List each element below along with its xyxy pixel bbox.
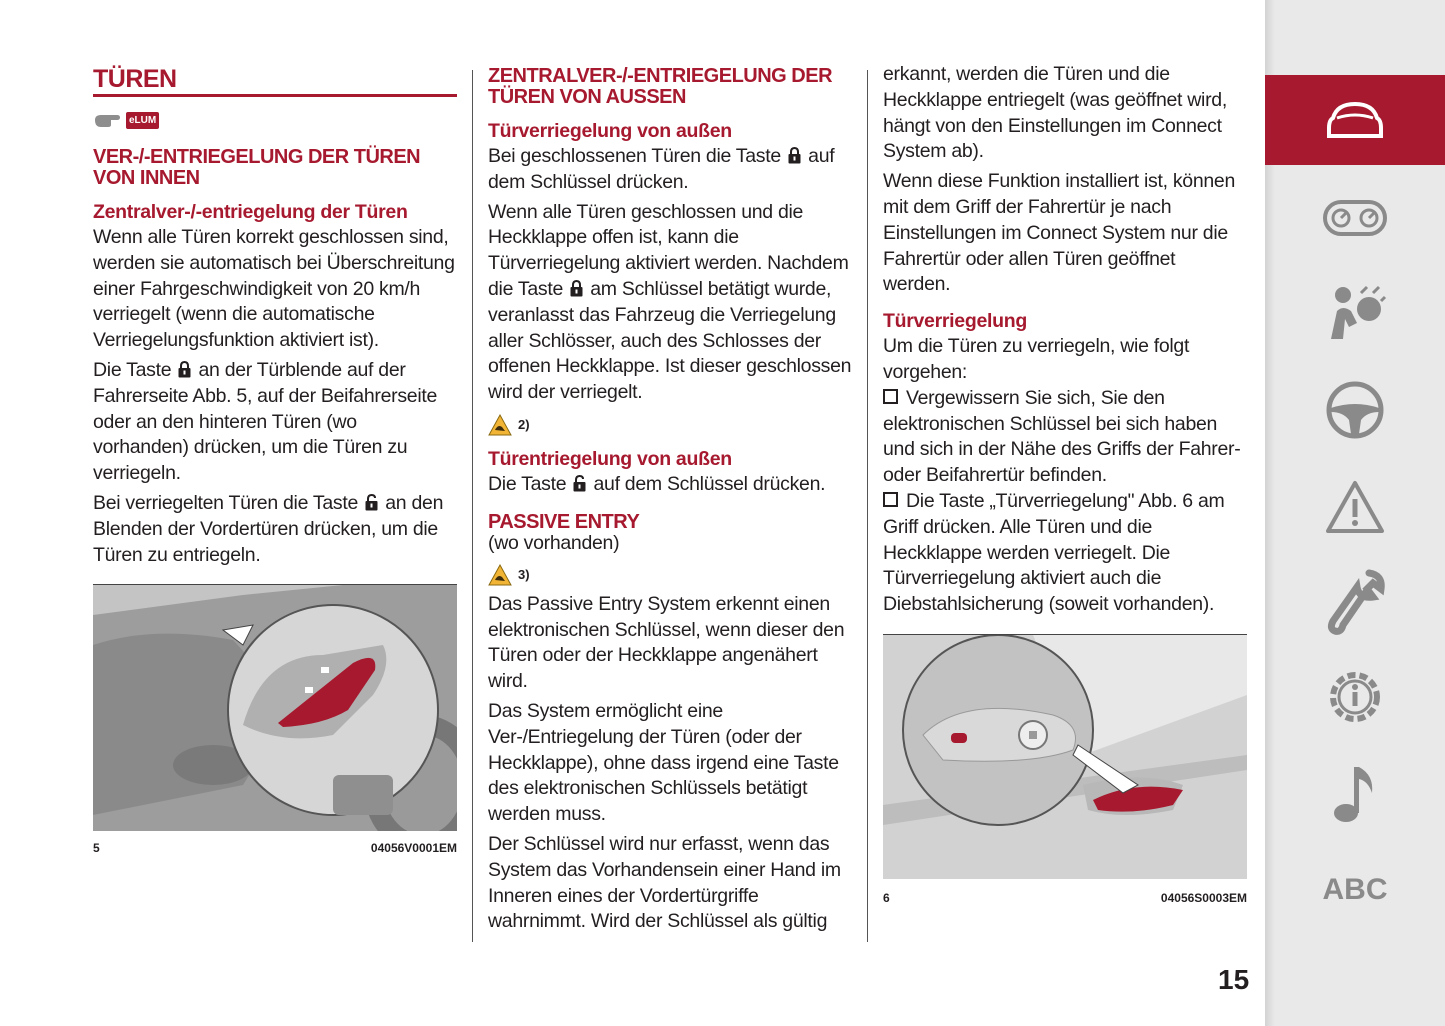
pointing-hand-icon xyxy=(93,110,123,130)
list-item-2: Die Taste „Türverriegelung" Abb. 6 am Griff drücken. Alle Türen und die Heckklappe werden verriegelt. Die Türverriegelung aktiviert auch die Diebstahlsicherung (soweit vorhanden). xyxy=(883,489,1225,616)
column-3 xyxy=(883,62,1247,905)
subheading-central-locking: Zentralver-/-entriegelung der Türen xyxy=(93,201,408,223)
column-divider-1 xyxy=(472,70,473,942)
tab-safety[interactable] xyxy=(1265,268,1445,358)
lock-closed-icon xyxy=(570,280,583,297)
section-heading-outside: ZENTRALVER-/-ENTRIEGELUNG DER TÜREN VON AUSSEN xyxy=(488,65,833,108)
figure-code: 04056S0003EM xyxy=(1160,890,1247,905)
lock-closed-icon xyxy=(788,147,801,164)
warning-ref-2: 2) xyxy=(488,410,852,440)
figure-5-caption xyxy=(93,841,457,855)
paragraph-lock-button: Die Taste an der Türblende auf der Fahrerseite Abb. 5, auf der Beifahrerseite oder an den hinteren Türen (wo vorhanden) drücken, um die Türen zu verriegeln. xyxy=(93,358,438,485)
subheading-unlock-outside: Türentriegelung von außen xyxy=(488,447,732,470)
paragraph-continued: erkannt, werden die Türen und die Heckklappe entriegelt (was geöffnet wird, hängt von den Einstellungen im Connect System ab). xyxy=(883,63,1227,163)
car-icon xyxy=(1325,98,1385,142)
list-item-1: Vergewissern Sie sich, Sie den elektronischen Schlüssel bei sich haben und sich in der Nähe des Griffs der Fahrer- oder Beifahrertür befinden. xyxy=(883,386,1241,487)
index-label: ABC xyxy=(1322,873,1388,906)
paragraph-auto-lock: Wenn alle Türen korrekt geschlossen sind, werden sie automatisch bei Überschreitung einer Fahrgeschwindigkeit von 20 km/h verriegelt (wenn die automatische Verriegelungsfunktion aktiviert ist). xyxy=(93,226,455,352)
warning-triangle-icon xyxy=(488,564,512,586)
lock-closed-icon xyxy=(178,361,191,378)
subheading-lock-outside: Türverriegelung von außen xyxy=(488,120,732,142)
figure-6-door-handle xyxy=(883,634,1247,879)
checkbox-bullet-icon xyxy=(883,492,898,507)
warning-ref-3: 3) xyxy=(488,560,852,590)
tab-technical-data[interactable] xyxy=(1265,652,1445,742)
page-title: TÜREN xyxy=(93,62,457,97)
figure-number: 5 xyxy=(93,841,100,856)
section-heading-passive-entry: PASSIVE ENTRY xyxy=(488,510,640,533)
column-2 xyxy=(488,66,852,935)
gear-info-icon xyxy=(1324,666,1386,728)
tab-maintenance[interactable] xyxy=(1265,557,1445,647)
tab-index[interactable] xyxy=(1265,845,1445,935)
subheading-door-lock: Türverriegelung xyxy=(883,310,1027,333)
column-1 xyxy=(93,62,457,855)
paragraph-passive-key: Der Schlüssel wird nur erfasst, wenn das System das Vorhandensein einer Hand im Inneren eines der Vordertürgriffe wahrnimmt. Wird der Schlüssel als gültig xyxy=(488,832,841,933)
lock-open-icon xyxy=(365,494,378,511)
tab-emergency[interactable] xyxy=(1265,462,1445,552)
elum-badge: eLUM xyxy=(126,112,159,129)
paragraph-procedure: Um die Türen zu verriegeln, wie folgt vorgehen: xyxy=(883,335,1190,383)
paragraph-passive-system: Das System ermöglicht eine Ver-/Entriegelung der Türen (oder der Heckklappe), ohne dass irgend eine Taste des elektronischen Schlüssels betätigt werden muss. xyxy=(488,699,839,826)
door-panel-illustration xyxy=(93,585,457,831)
section-heading-inside: VER-/-ENTRIEGELUNG DER TÜREN VON INNEN xyxy=(93,146,421,189)
music-icon xyxy=(1330,763,1380,825)
paragraph-key-lock: Bei geschlossenen Türen die Taste auf dem Schlüssel drücken. xyxy=(488,145,835,193)
tab-driving[interactable] xyxy=(1265,365,1445,455)
paragraph-tailgate-open: Wenn alle Türen geschlossen und die Heckklappe offen ist, kann die Türverriegelung aktiviert werden. Nachdem die Taste am Schlüssel betätigt wurde, veranlasst das Fahrzeug die Verriegelung aller Schlösser, auch des Schlosses der offenen Heckklappe. Ist dieser geschlossen wird der verriegelt. xyxy=(488,200,852,404)
paragraph-passive-detect: Das Passive Entry System erkennt einen elektronischen Schlüssel, wenn dieser den Türen oder der Heckklappe angenähert wird. xyxy=(488,592,845,693)
checkbox-bullet-icon xyxy=(883,389,898,404)
airbag-icon xyxy=(1323,283,1387,343)
dashboard-icon xyxy=(1323,196,1387,240)
paragraph-driver-handle: Wenn diese Funktion installiert ist, können mit dem Griff der Fahrertür je nach Einstellungen im Connect System nur die Fahrertür oder allen Türen geöffnet werden. xyxy=(883,170,1236,296)
warning-icon xyxy=(1324,479,1386,535)
tab-dashboard[interactable] xyxy=(1265,173,1445,263)
tab-multimedia[interactable] xyxy=(1265,749,1445,839)
tab-vehicle[interactable] xyxy=(1265,75,1445,165)
column-divider-2 xyxy=(867,70,868,942)
paragraph-unlock-button: Bei verriegelten Türen die Taste an den Blenden der Vordertüren drücken, um die Türen zu entriegeln. xyxy=(93,491,444,566)
paragraph-key-unlock: Die Taste auf dem Schlüssel drücken. xyxy=(488,472,826,495)
steering-wheel-icon xyxy=(1325,380,1385,440)
figure-6-caption xyxy=(883,891,1247,905)
figure-code: 04056V0001EM xyxy=(370,841,457,856)
passive-entry-note: (wo vorhanden) xyxy=(488,531,620,554)
chapter-sidebar xyxy=(1265,0,1445,1026)
wrench-icon xyxy=(1325,569,1385,635)
elum-badge-row xyxy=(93,107,457,133)
figure-number: 6 xyxy=(883,890,890,905)
lock-open-icon xyxy=(573,475,586,492)
door-handle-illustration xyxy=(883,635,1247,879)
warning-triangle-icon xyxy=(488,414,512,436)
figure-5-door-panel xyxy=(93,584,457,831)
page-number: 15 xyxy=(1218,964,1250,995)
